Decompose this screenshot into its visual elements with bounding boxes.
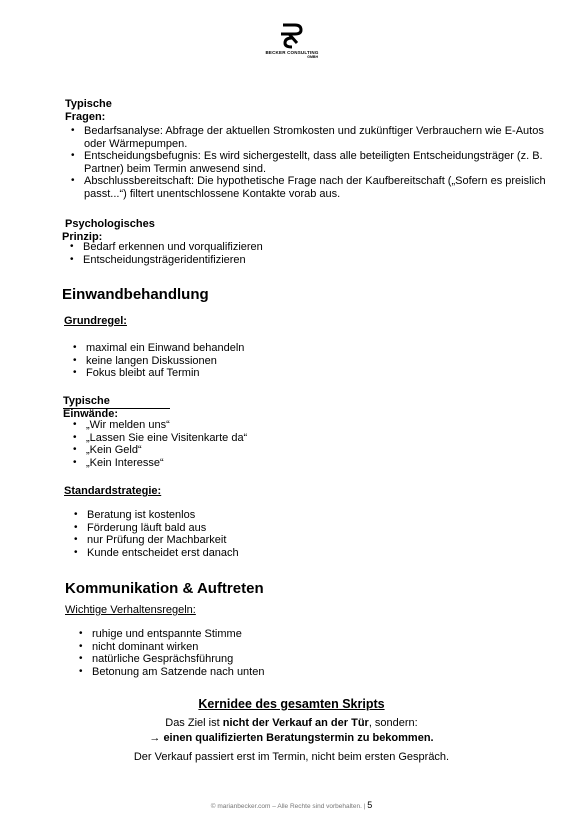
list-item: • Kunde entscheidet erst danach: [71, 547, 471, 560]
list-item: • „Kein Geld“: [70, 444, 470, 457]
logo-sub: GMBH: [307, 55, 318, 59]
page-footer: [0, 800, 583, 810]
list-item: • Bedarfsanalyse: Abfrage der aktuellen Stromkosten und zukünftiger Verbrauchern wie E-Autos oder Wärmepumpen.: [68, 125, 548, 150]
list-item: • Bedarf erkennen und vorqualifizieren: [67, 241, 467, 254]
list-item: • Förderung läuft bald aus: [71, 522, 471, 535]
psychologisches-prinzip-list: [67, 241, 467, 266]
grundregel-label: Grundregel:: [64, 315, 127, 327]
typische-einwaende-title: Typische Einwände:: [63, 395, 119, 420]
einwaende-underline: [63, 408, 170, 409]
page-number: 5: [367, 800, 373, 810]
footer-separator: |: [363, 803, 366, 810]
list-item: • Abschlussbereitschaft: Die hypothetische Frage nach der Kaufbereitschaft („Sofern es preislich passt...“) filtert unentschlossene Kontakte vorab aus.: [68, 175, 548, 200]
list-item: • Entscheidungsbefugnis: Es wird sichergestellt, dass alle beteiligten Entscheidungsträger (z. B. Partner) beim Termin anwesend sind.: [68, 150, 548, 175]
list-item: • nur Prüfung der Machbarkeit: [71, 534, 471, 547]
verhaltensregeln-label: Wichtige Verhaltensregeln:: [65, 604, 196, 616]
standardstrategie-list: [71, 509, 471, 559]
arrow-right-icon: →: [149, 732, 161, 744]
kernidee-line1: Das Ziel ist nicht der Verkauf an der Tür, sondern:: [165, 717, 418, 729]
list-item: • „Lassen Sie eine Visitenkarte da“: [70, 432, 470, 445]
typische-fragen-title: Typische Fragen:: [65, 98, 112, 123]
logo-name: BECKER CONSULTING: [265, 50, 319, 55]
list-item: • „Kein Interesse“: [70, 457, 470, 470]
kernidee-heading: Kernidee des gesamten Skripts: [198, 697, 385, 711]
typische-fragen-list: [68, 125, 548, 201]
psychologisches-prinzip-title: Psychologisches Prinzip:: [62, 218, 155, 243]
list-item: • Beratung ist kostenlos: [71, 509, 471, 522]
list-item: • ruhige und entspannte Stimme: [76, 628, 476, 641]
list-item: • keine langen Diskussionen: [70, 355, 470, 368]
list-item: • „Wir melden uns“: [70, 419, 470, 432]
list-item: • nicht dominant wirken: [76, 641, 476, 654]
verhaltensregeln-list: [76, 628, 476, 678]
list-item: • Betonung am Satzende nach unten: [76, 666, 476, 679]
einwaende-list: [70, 419, 470, 469]
grundregel-list: [70, 342, 470, 380]
list-item: • Fokus bleibt auf Termin: [70, 367, 470, 380]
kommunikation-heading: Kommunikation & Auftreten: [65, 580, 264, 597]
einwandbehandlung-heading: Einwandbehandlung: [62, 286, 209, 303]
standardstrategie-label: Standardstrategie:: [64, 485, 162, 497]
company-logo: [252, 22, 332, 70]
footer-copyright: © marianbecker.com – Alle Rechte sind vorbehalten.: [210, 803, 362, 810]
kernidee-line2: → einen qualifizierten Beratungstermin zu bekommen.: [149, 732, 434, 744]
list-item: • natürliche Gesprächsführung: [76, 653, 476, 666]
kernidee-line3: Der Verkauf passiert erst im Termin, nicht beim ersten Gespräch.: [133, 751, 450, 763]
list-item: • maximal ein Einwand behandeln: [70, 342, 470, 355]
list-item: • Entscheidungsträgeridentifizieren: [67, 254, 467, 267]
logo-mark-icon: [279, 22, 305, 50]
